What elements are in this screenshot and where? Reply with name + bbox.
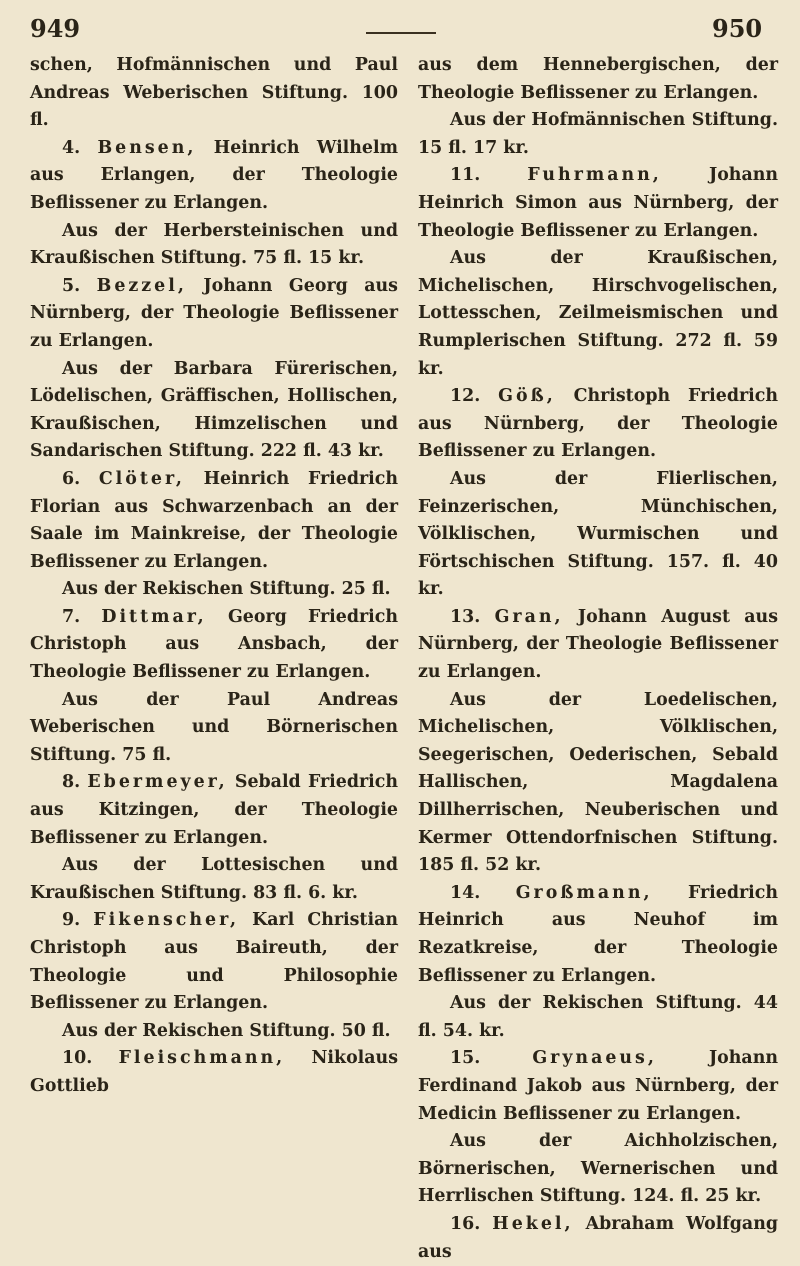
entry-text: Friedrich Heinrich aus Neuhof im Rezatkreise, der Theologie Beflissener zu Erlangen. <box>418 882 778 986</box>
right-column <box>418 52 779 1262</box>
entry-number: 8. <box>62 772 81 793</box>
source-paragraph: Aus der Lottesischen und Kraußischen Stiftung. 83 fl. 6. kr. <box>30 855 398 903</box>
entry-name: Grynaeus, <box>532 1048 657 1069</box>
entry-name: Bensen, <box>97 137 197 158</box>
entry-text: Heinrich Wilhelm aus Erlangen, der Theologie Beflissener zu Erlangen. <box>30 137 398 213</box>
entry-paragraph <box>418 1045 778 1128</box>
entry-paragraph <box>30 1045 398 1100</box>
entry-name: Dittmar, <box>101 606 207 627</box>
source-paragraph: Aus der Kraußischen, Michelischen, Hirschvogelischen, Lottesschen, Zeilmeismischen und Rumplerischen Stiftung. 272 fl. 59 kr. <box>418 248 778 379</box>
source-paragraph: Aus der Herbersteinischen und Kraußischen Stiftung. 75 fl. 15 kr. <box>30 220 398 269</box>
header-rule <box>366 32 436 34</box>
continuation-paragraph: aus dem Hennebergischen, der Theologie Beflissener zu Erlangen. <box>418 55 778 103</box>
entry-name: Bezzel, <box>96 275 187 296</box>
entry-number: 4. <box>62 137 81 158</box>
continuation-paragraph: schen, Hofmännischen und Paul Andreas Weberischen Stiftung. 100 fl. <box>30 55 398 131</box>
entry-number: 15. <box>450 1048 481 1069</box>
entry-text: Karl Christian Christoph aus Baireuth, der Theologie und Philosophie Beflissener zu Erlangen. <box>30 910 398 1014</box>
entry-number: 11. <box>450 165 481 186</box>
left-page-number: 949 <box>30 14 81 43</box>
entry-text: Christoph Friedrich aus Nürnberg, der Theologie Beflissener zu Erlangen. <box>418 386 778 462</box>
entry-text: Sebald Friedrich aus Kitzingen, der Theologie Beflissener zu Erlangen. <box>30 772 398 848</box>
entry-paragraph <box>30 604 398 687</box>
left-column <box>30 52 399 1096</box>
entry-paragraph <box>418 383 778 466</box>
entry-name: Fuhrmann, <box>527 165 662 186</box>
entry-name: Clöter, <box>98 468 185 489</box>
source-paragraph: Aus der Rekischen Stiftung. 25 fl. <box>62 579 391 600</box>
source-paragraph: Aus der Rekischen Stiftung. 50 fl. <box>62 1020 391 1041</box>
entry-number: 14. <box>450 882 481 903</box>
entry-name: Fleischmann, <box>118 1048 286 1069</box>
source-paragraph: Aus der Aichholzischen, Börnerischen, Wernerischen und Herrlischen Stiftung. 124. fl. 25 kr. <box>418 1131 778 1207</box>
entry-paragraph <box>30 466 398 576</box>
entry-number: 12. <box>450 386 481 407</box>
entry-paragraph <box>30 135 398 218</box>
entry-paragraph <box>418 604 778 687</box>
entry-text: Abraham Wolfgang aus <box>418 1213 779 1262</box>
entry-number: 5. <box>62 275 81 296</box>
entry-name: Ebermeyer, <box>87 772 228 793</box>
source-paragraph: Aus der Paul Andreas Weberischen und Börnerischen Stiftung. 75 fl. <box>30 689 398 765</box>
entry-text: Heinrich Friedrich Florian aus Schwarzenbach an der Saale im Mainkreise, der Theologie Beflissener zu Erlangen. <box>30 468 399 572</box>
entry-number: 16. <box>450 1213 481 1234</box>
entry-paragraph <box>30 769 398 852</box>
source-paragraph: Aus der Hofmännischen Stiftung. 15 fl. 17 kr. <box>418 110 778 158</box>
entry-name: Hekel, <box>492 1213 574 1234</box>
entry-number: 9. <box>62 910 81 931</box>
entry-paragraph <box>30 907 398 1017</box>
entry-name: Großmann, <box>515 882 653 903</box>
page-header <box>0 6 800 42</box>
entry-text: Johann August aus Nürnberg, der Theologie Beflissener zu Erlangen. <box>418 606 778 683</box>
entry-number: 13. <box>450 606 481 627</box>
right-page-number: 950 <box>712 14 763 43</box>
entry-number: 10. <box>62 1048 93 1069</box>
entry-text: Johann Ferdinand Jakob aus Nürnberg, der Medicin Beflissener zu Erlangen. <box>418 1048 778 1124</box>
entry-paragraph <box>418 162 778 245</box>
entry-number: 7. <box>62 606 81 627</box>
entry-number: 6. <box>62 468 81 489</box>
entry-text: Georg Friedrich Christoph aus Ansbach, der Theologie Beflissener zu Erlangen. <box>30 606 399 683</box>
source-paragraph: Aus der Rekischen Stiftung. 44 fl. 54. kr. <box>418 993 778 1041</box>
entry-paragraph <box>418 1211 778 1266</box>
entry-paragraph <box>418 880 778 990</box>
source-paragraph: Aus der Flierlischen, Feinzerischen, Münchischen, Völklischen, Wurmischen und Förtschischen Stiftung. 157. fl. 40 kr. <box>418 468 778 600</box>
entry-name: Göß, <box>498 386 556 407</box>
source-paragraph: Aus der Barbara Fürerischen, Lödelischen, Gräffischen, Hollischen, Kraußischen, Himzelischen und Sandarischen Stiftung. 222 fl. 43 kr. <box>30 358 398 462</box>
entry-name: Fikenscher, <box>93 910 240 931</box>
entry-paragraph <box>30 273 398 356</box>
entry-text: Johann Heinrich Simon aus Nürnberg, der Theologie Beflissener zu Erlangen. <box>418 165 778 241</box>
entry-name: Gran, <box>494 606 564 627</box>
entry-text: Johann Georg aus Nürnberg, der Theologie Beflissener zu Erlangen. <box>30 275 398 351</box>
entry-text: Nikolaus Gottlieb <box>30 1048 398 1096</box>
source-paragraph: Aus der Loedelischen, Michelischen, Völklischen, Seegerischen, Oederischen, Sebald Hallischen, Magdalena Dillherrischen, Neuberischen und Kermer Ottendorfnischen Stiftung. 185 fl. 52 kr. <box>418 689 778 876</box>
